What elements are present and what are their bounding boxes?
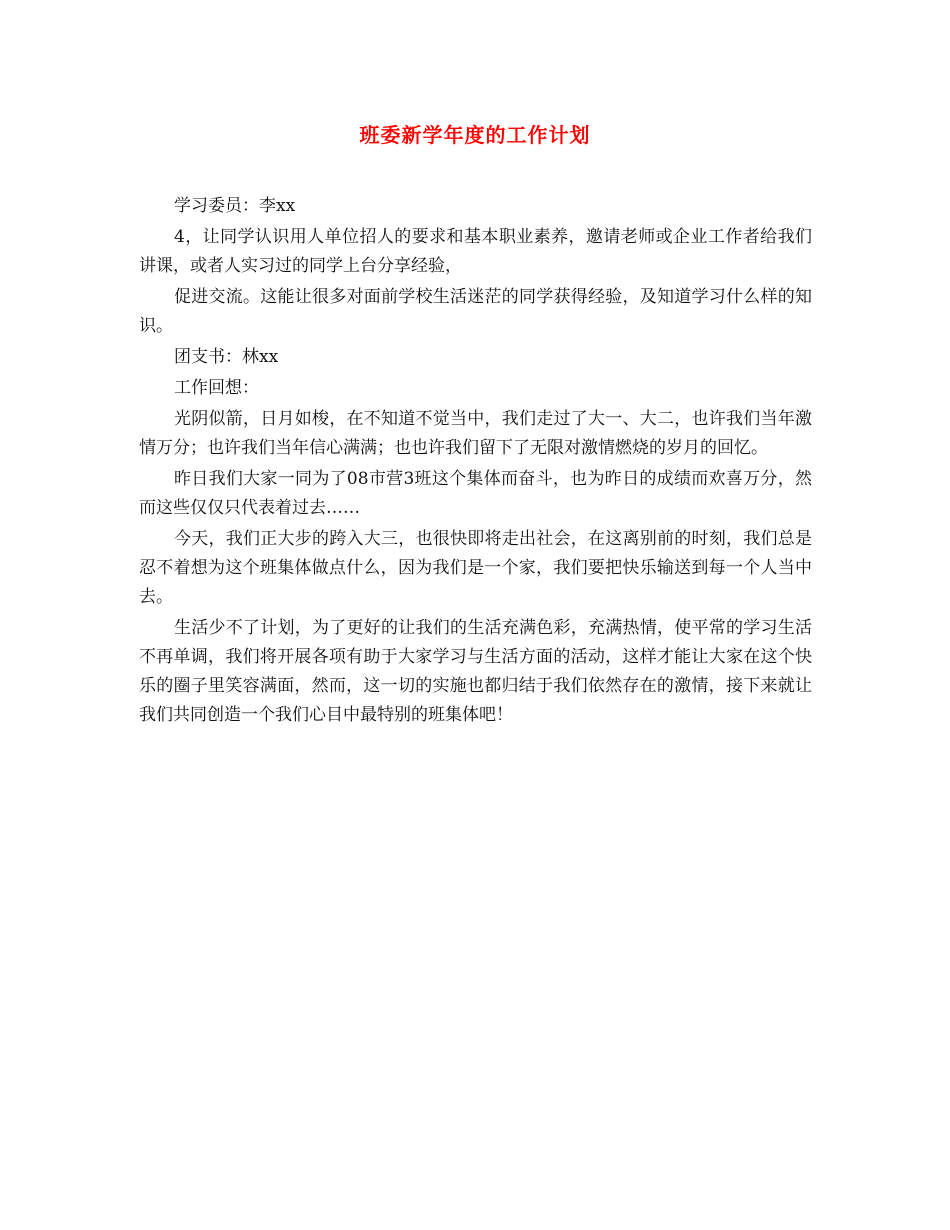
paragraph-exchange: 促进交流。这能让很多对面前学校生活迷茫的同学获得经验，及知道学习什么样的知识。 (139, 287, 812, 336)
paragraph-time-flies: 光阴似箭，日月如梭，在不知道不觉当中，我们走过了大一、大二，也许我们当年激情万分；也许我们当年信心满满；也也许我们留下了无限对激情燃烧的岁月的回忆。 (139, 409, 812, 458)
paragraph-review-heading: 工作回想： (174, 378, 259, 398)
paragraph-plan: 生活少不了计划，为了更好的让我们的生活充满色彩，充满热情，使平常的学习生活不再单调，我们将开展各项有助于大家学习与生活方面的活动，这样才能让大家在这个快乐的圈子里笑容满面，然而，这一切的实施也都归结于我们依然存在的激情，接下来就让我们共同创造一个我们心目中最特别的班集体吧！ (139, 618, 812, 725)
page-title: 班委新学年度的工作计划 (359, 123, 591, 147)
paragraph-item-4: 4，让同学认识用人单位招人的要求和基本职业素养，邀请老师或企业工作者给我们讲课，或者人实习过的同学上台分享经验， (139, 227, 812, 276)
paragraph-league-secretary: 团支书：林xx (174, 347, 279, 367)
paragraph-yesterday: 昨日我们大家一同为了08市营3班这个集体而奋斗，也为昨日的成绩而欢喜万分，然而这些仅仅只代表着过去…… (139, 469, 812, 518)
document-body (139, 192, 812, 732)
paragraph-today: 今天，我们正大步的跨入大三，也很快即将走出社会，在这离别前的时刻，我们总是忍不着想为这个班集体做点什么，因为我们是一个家，我们要把快乐输送到每一个人当中去。 (139, 529, 812, 607)
paragraph-study-committee: 学习委员：李xx (174, 196, 296, 216)
